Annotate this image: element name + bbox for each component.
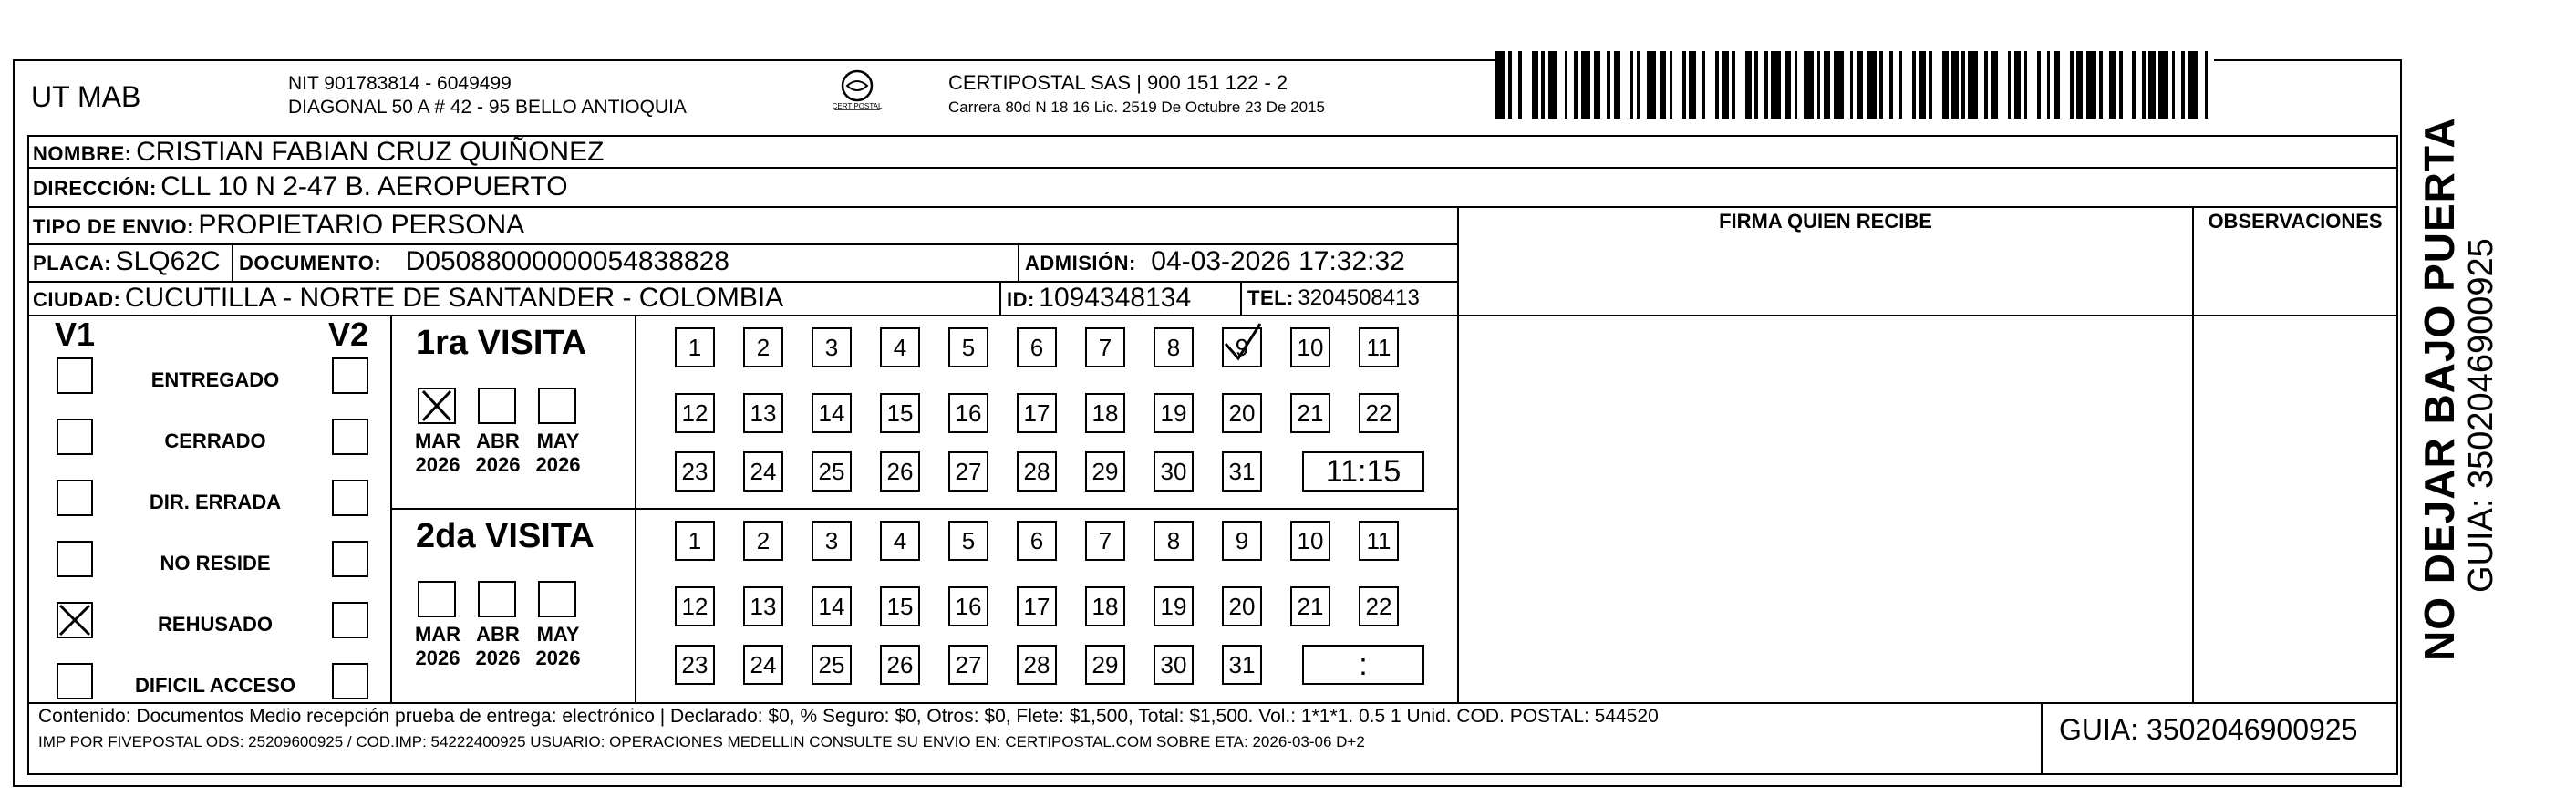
v2-header: V2 bbox=[328, 316, 369, 353]
day-number: 11 bbox=[1366, 526, 1391, 554]
barcode-space bbox=[1883, 51, 1889, 119]
barcode-space bbox=[2175, 51, 2181, 119]
day-box-4[interactable] bbox=[880, 521, 920, 561]
status-label: NO RESIDE bbox=[160, 552, 271, 574]
day-number: 13 bbox=[750, 398, 777, 427]
day-number: 12 bbox=[681, 398, 709, 427]
day-box-27[interactable] bbox=[948, 645, 988, 685]
barcode-space bbox=[2123, 51, 2133, 119]
barcode-space bbox=[1557, 51, 1564, 119]
barcode-space bbox=[2208, 51, 2214, 119]
company-address: DIAGONAL 50 A # 42 - 95 BELLO ANTIOQUIA bbox=[288, 97, 687, 118]
day-number: 12 bbox=[681, 592, 709, 620]
day-box-8[interactable] bbox=[1154, 327, 1194, 367]
day-number: 2 bbox=[756, 526, 771, 554]
barcode-space bbox=[1600, 51, 1607, 119]
barcode-bar bbox=[1824, 51, 1830, 119]
barcode-bar bbox=[1594, 51, 1600, 119]
day-number: 30 bbox=[1160, 457, 1187, 485]
day-number: 1 bbox=[688, 333, 702, 361]
day-number: 2 bbox=[756, 333, 771, 361]
day-box-3[interactable] bbox=[812, 521, 852, 561]
month-checkbox-abr[interactable] bbox=[478, 581, 516, 617]
barcode-bar bbox=[1532, 51, 1538, 119]
day-box-24[interactable] bbox=[743, 645, 783, 685]
day-box-26[interactable] bbox=[880, 645, 920, 685]
day-box-3[interactable] bbox=[812, 327, 852, 367]
day-number: 28 bbox=[1023, 650, 1050, 678]
barcode-space bbox=[1705, 51, 1715, 119]
placa-value: SLQ62C bbox=[115, 246, 221, 276]
barcode-bar bbox=[1745, 51, 1752, 119]
month-label: MAR bbox=[414, 430, 461, 452]
barcode-space bbox=[2060, 51, 2070, 119]
year-label: 2026 bbox=[535, 647, 581, 669]
day-box-20[interactable] bbox=[1222, 586, 1262, 626]
day-number: 4 bbox=[893, 526, 907, 554]
footer-guia: GUIA: 3502046900925 bbox=[2059, 713, 2358, 746]
barcode-space bbox=[2136, 51, 2142, 119]
day-box-24[interactable] bbox=[743, 451, 783, 492]
day-box-31[interactable] bbox=[1222, 451, 1262, 492]
footer-imp: IMP POR FIVEPOSTAL ODS: 25209600925 / COD.IMP: 54222400925 USUARIO: OPERACIONES MEDELLIN CONSULTE SU ENVIO EN: CERTIPOSTAL.COM SOBRE ETA: 2026-03-06 D+2 bbox=[38, 733, 1365, 750]
day-box-28[interactable] bbox=[1017, 645, 1057, 685]
barcode-bar bbox=[1867, 51, 1877, 119]
barcode-bar bbox=[1919, 51, 1925, 119]
month-year bbox=[471, 430, 525, 477]
side-guia: GUIA: 3502046900925 bbox=[2462, 238, 2500, 593]
day-box-18[interactable] bbox=[1085, 393, 1125, 433]
day-box-16[interactable] bbox=[948, 393, 988, 433]
ciudad-label: CIUDAD: bbox=[33, 288, 121, 311]
barcode-bar bbox=[1991, 51, 1998, 119]
month-label: ABR bbox=[476, 623, 520, 646]
barcode-bar bbox=[2148, 51, 2155, 119]
month-year bbox=[410, 430, 465, 477]
year-label: 2026 bbox=[535, 453, 581, 476]
barcode-space bbox=[1640, 51, 1646, 119]
day-number: 16 bbox=[955, 398, 982, 427]
day-box-20[interactable] bbox=[1222, 393, 1262, 433]
day-number: 3 bbox=[824, 526, 839, 554]
day-number: 22 bbox=[1365, 398, 1392, 427]
day-box-14[interactable] bbox=[812, 586, 852, 626]
day-number: 6 bbox=[1029, 333, 1044, 361]
v2-checkbox[interactable] bbox=[332, 480, 368, 516]
day-number: 26 bbox=[886, 457, 914, 485]
barcode-bar bbox=[2109, 51, 2116, 119]
day-number: 27 bbox=[955, 457, 982, 485]
month-checkbox-may[interactable] bbox=[538, 388, 576, 424]
day-box-15[interactable] bbox=[880, 393, 920, 433]
barcode-space bbox=[2103, 51, 2109, 119]
day-box-12[interactable] bbox=[675, 393, 715, 433]
v1-header: V1 bbox=[55, 316, 96, 353]
barcode-bar bbox=[1548, 51, 1558, 119]
day-box-4[interactable] bbox=[880, 327, 920, 367]
month-year bbox=[531, 623, 585, 670]
day-box-15[interactable] bbox=[880, 586, 920, 626]
barcode-bar bbox=[2188, 51, 2198, 119]
year-label: 2026 bbox=[475, 453, 521, 476]
check-mark-icon bbox=[1222, 322, 1262, 367]
day-box-14[interactable] bbox=[812, 393, 852, 433]
barcode-bar bbox=[2158, 51, 2168, 119]
day-number: 8 bbox=[1166, 333, 1181, 361]
day-box-23[interactable] bbox=[675, 645, 715, 685]
day-number: 17 bbox=[1023, 398, 1050, 427]
day-number: 9 bbox=[1235, 333, 1249, 361]
day-number: 11 bbox=[1366, 333, 1391, 361]
v1-checkbox-cerrado[interactable] bbox=[57, 419, 93, 455]
barcode-space bbox=[1735, 51, 1745, 119]
v1-checkbox-no-reside[interactable] bbox=[57, 541, 93, 577]
day-number: 8 bbox=[1166, 526, 1181, 554]
barcode-space bbox=[1522, 51, 1532, 119]
day-number: 25 bbox=[818, 457, 845, 485]
day-number: 15 bbox=[886, 592, 914, 620]
barcode-bar bbox=[2014, 51, 2021, 119]
barcode-space bbox=[2027, 51, 2037, 119]
day-box-5[interactable] bbox=[948, 521, 988, 561]
day-box-1[interactable] bbox=[675, 327, 715, 367]
day-box-21[interactable] bbox=[1290, 586, 1330, 626]
day-box-17[interactable] bbox=[1017, 586, 1057, 626]
barcode-bar bbox=[1771, 51, 1781, 119]
barcode bbox=[1495, 51, 2216, 119]
day-box-22[interactable] bbox=[1359, 586, 1399, 626]
time-field[interactable]: : bbox=[1302, 645, 1424, 685]
company-name: UT MAB bbox=[31, 80, 141, 113]
barcode-space bbox=[1620, 51, 1630, 119]
day-number: 7 bbox=[1098, 333, 1112, 361]
day-number: 23 bbox=[681, 457, 709, 485]
id-value: 1094348134 bbox=[1039, 283, 1192, 313]
placa-label: PLACA: bbox=[33, 252, 112, 274]
day-box-13[interactable] bbox=[743, 586, 783, 626]
day-number: 20 bbox=[1228, 398, 1256, 427]
barcode-space bbox=[1567, 51, 1574, 119]
carrier-license: Carrera 80d N 18 16 Lic. 2519 De Octubre 23 De 2015 bbox=[948, 98, 1325, 116]
direccion-label: DIRECCIÓN: bbox=[33, 177, 157, 200]
footer-contenido: Contenido: Documentos Medio recepción prueba de entrega: electrónico | Declarado: $0, % Seguro: $0, Otros: $0, Flete: $1,500, Total: $1,500. Vol.: 1*1*1. 0.5 1 Unid. COD. POSTAL: 544520 bbox=[38, 706, 1659, 727]
month-year bbox=[410, 623, 465, 670]
status-label: DIFICIL ACCESO bbox=[134, 674, 295, 697]
logo-text: CERTIPOSTAL bbox=[832, 102, 883, 110]
month-label: MAR bbox=[414, 623, 461, 646]
tel-value: 3204508413 bbox=[1298, 285, 1420, 310]
day-box-29[interactable] bbox=[1085, 451, 1125, 492]
v2-checkbox[interactable] bbox=[332, 357, 368, 394]
year-label: 2026 bbox=[415, 453, 460, 476]
day-box-8[interactable] bbox=[1154, 521, 1194, 561]
year-label: 2026 bbox=[415, 647, 460, 669]
barcode-bar bbox=[1495, 51, 1505, 119]
day-number: 16 bbox=[955, 592, 982, 620]
day-box-10[interactable] bbox=[1290, 521, 1330, 561]
v1-checkbox-dificil-acceso[interactable] bbox=[57, 663, 93, 699]
no-dejar-warning: NO DEJAR BAJO PUERTA bbox=[2416, 117, 2463, 661]
day-box-1[interactable] bbox=[675, 521, 715, 561]
day-box-25[interactable] bbox=[812, 645, 852, 685]
day-number: 31 bbox=[1228, 650, 1256, 678]
barcode-bar bbox=[1689, 51, 1695, 119]
day-box-16[interactable] bbox=[948, 586, 988, 626]
barcode-bar bbox=[2054, 51, 2060, 119]
barcode-bar bbox=[1968, 51, 1978, 119]
barcode-bar bbox=[1942, 51, 1949, 119]
status-label: DIR. ERRADA bbox=[149, 491, 282, 513]
status-label: REHUSADO bbox=[158, 613, 273, 636]
day-box-21[interactable] bbox=[1290, 393, 1330, 433]
barcode-bar bbox=[1804, 51, 1814, 119]
month-year bbox=[531, 430, 585, 477]
day-box-12[interactable] bbox=[675, 586, 715, 626]
barcode-bar bbox=[1614, 51, 1620, 119]
day-box-2[interactable] bbox=[743, 327, 783, 367]
day-number: 19 bbox=[1160, 398, 1187, 427]
day-box-18[interactable] bbox=[1085, 586, 1125, 626]
direccion-value: CLL 10 N 2-47 B. AEROPUERTO bbox=[160, 171, 568, 202]
month-checkbox-abr[interactable] bbox=[478, 388, 516, 424]
day-number: 14 bbox=[818, 592, 845, 620]
day-box-31[interactable] bbox=[1222, 645, 1262, 685]
day-box-9[interactable] bbox=[1222, 521, 1262, 561]
barcode-space bbox=[1844, 51, 1850, 119]
day-number: 5 bbox=[961, 526, 976, 554]
day-number: 26 bbox=[886, 650, 914, 678]
day-number: 7 bbox=[1098, 526, 1112, 554]
tipo-envio-value: PROPIETARIO PERSONA bbox=[198, 210, 525, 240]
year-label: 2026 bbox=[475, 647, 521, 669]
day-box-19[interactable] bbox=[1154, 393, 1194, 433]
day-number: 21 bbox=[1297, 398, 1324, 427]
barcode-space bbox=[1902, 51, 1912, 119]
barcode-space bbox=[1672, 51, 1682, 119]
documento-value: D05088000000054838828 bbox=[405, 246, 729, 276]
day-number: 4 bbox=[893, 333, 907, 361]
day-box-25[interactable] bbox=[812, 451, 852, 492]
v2-checkbox[interactable] bbox=[332, 602, 368, 638]
day-number: 13 bbox=[750, 592, 777, 620]
v1-checkbox-entregado[interactable] bbox=[57, 357, 93, 394]
nombre-label: NOMBRE: bbox=[33, 142, 132, 165]
month-label: ABR bbox=[476, 430, 520, 452]
nombre-value: CRISTIAN FABIAN CRUZ QUIÑONEZ bbox=[136, 137, 605, 167]
v1-checkbox-rehusado[interactable] bbox=[57, 602, 93, 638]
day-number: 10 bbox=[1297, 526, 1324, 554]
status-label: ENTREGADO bbox=[150, 368, 280, 391]
day-box-29[interactable] bbox=[1085, 645, 1125, 685]
firma-header: FIRMA QUIEN RECIBE bbox=[1719, 210, 1932, 233]
barcode-space bbox=[1998, 51, 2008, 119]
day-number: 9 bbox=[1235, 526, 1249, 554]
barcode-bar bbox=[2076, 51, 2083, 119]
barcode-bar bbox=[1834, 51, 1844, 119]
day-box-19[interactable] bbox=[1154, 586, 1194, 626]
month-checkbox-may[interactable] bbox=[538, 581, 576, 617]
barcode-space bbox=[1893, 51, 1899, 119]
month-label: MAY bbox=[536, 623, 580, 646]
barcode-space bbox=[1758, 51, 1764, 119]
tipo-envio-label: TIPO DE ENVIO: bbox=[33, 215, 194, 238]
barcode-bar bbox=[1951, 51, 1958, 119]
carrier-name: CERTIPOSTAL SAS | 900 151 122 - 2 bbox=[948, 71, 1288, 94]
day-number: 19 bbox=[1160, 592, 1187, 620]
day-box-6[interactable] bbox=[1017, 327, 1057, 367]
day-box-9[interactable] bbox=[1222, 327, 1262, 367]
certipostal-logo bbox=[825, 66, 889, 120]
day-number: 30 bbox=[1160, 650, 1187, 678]
day-box-23[interactable] bbox=[675, 451, 715, 492]
x-mark-icon bbox=[419, 389, 454, 422]
barcode-space bbox=[1932, 51, 1942, 119]
day-number: 14 bbox=[818, 398, 845, 427]
day-box-10[interactable] bbox=[1290, 327, 1330, 367]
day-box-30[interactable] bbox=[1154, 645, 1194, 685]
barcode-space bbox=[2041, 51, 2047, 119]
documento-label: DOCUMENTO: bbox=[239, 252, 382, 274]
day-number: 17 bbox=[1023, 592, 1050, 620]
ciudad-value: CUCUTILLA - NORTE DE SANTANDER - COLOMBIA bbox=[124, 283, 784, 313]
barcode-bar bbox=[1647, 51, 1657, 119]
barcode-space bbox=[1978, 51, 1984, 119]
day-number: 24 bbox=[750, 457, 777, 485]
visit-title: 1ra VISITA bbox=[416, 324, 587, 362]
day-number: 20 bbox=[1228, 592, 1256, 620]
day-number: 5 bbox=[961, 333, 976, 361]
day-box-2[interactable] bbox=[743, 521, 783, 561]
barcode-space bbox=[2198, 51, 2204, 119]
day-box-13[interactable] bbox=[743, 393, 783, 433]
barcode-bar bbox=[1660, 51, 1666, 119]
v1-checkbox-dir-errada[interactable] bbox=[57, 480, 93, 516]
day-box-6[interactable] bbox=[1017, 521, 1057, 561]
barcode-space bbox=[1797, 51, 1804, 119]
day-number: 6 bbox=[1029, 526, 1044, 554]
observaciones-header: OBSERVACIONES bbox=[2208, 210, 2383, 233]
admision-label: ADMISIÓN: bbox=[1025, 252, 1136, 274]
day-box-28[interactable] bbox=[1017, 451, 1057, 492]
day-number: 22 bbox=[1365, 592, 1392, 620]
v2-checkbox[interactable] bbox=[332, 419, 368, 455]
barcode-space bbox=[1512, 51, 1518, 119]
month-checkbox-mar[interactable] bbox=[418, 388, 456, 424]
day-box-11[interactable] bbox=[1359, 327, 1399, 367]
status-label: CERRADO bbox=[164, 430, 266, 452]
barcode-bar bbox=[2086, 51, 2096, 119]
day-box-30[interactable] bbox=[1154, 451, 1194, 492]
day-number: 24 bbox=[750, 650, 777, 678]
day-box-17[interactable] bbox=[1017, 393, 1057, 433]
day-box-27[interactable] bbox=[948, 451, 988, 492]
company-nit: NIT 901783814 - 6049499 bbox=[288, 73, 512, 94]
id-label: ID: bbox=[1007, 288, 1035, 311]
day-number: 3 bbox=[824, 333, 839, 361]
day-number: 29 bbox=[1091, 457, 1119, 485]
day-number: 15 bbox=[886, 398, 914, 427]
day-box-11[interactable] bbox=[1359, 521, 1399, 561]
barcode-space bbox=[1696, 51, 1702, 119]
day-box-22[interactable] bbox=[1359, 393, 1399, 433]
day-number: 1 bbox=[688, 526, 702, 554]
v2-checkbox[interactable] bbox=[332, 541, 368, 577]
day-number: 31 bbox=[1228, 457, 1256, 485]
day-box-7[interactable] bbox=[1085, 327, 1125, 367]
day-box-26[interactable] bbox=[880, 451, 920, 492]
tel-label: TEL: bbox=[1247, 286, 1294, 309]
day-box-5[interactable] bbox=[948, 327, 988, 367]
day-number: 25 bbox=[818, 650, 845, 678]
day-box-7[interactable] bbox=[1085, 521, 1125, 561]
day-number: 29 bbox=[1091, 650, 1119, 678]
day-number: 21 bbox=[1297, 592, 1324, 620]
time-field[interactable]: 11:15 bbox=[1302, 451, 1424, 492]
month-label: MAY bbox=[536, 430, 580, 452]
day-number: 10 bbox=[1297, 333, 1324, 361]
day-number: 23 bbox=[681, 650, 709, 678]
day-number: 27 bbox=[955, 650, 982, 678]
visit-title: 2da VISITA bbox=[416, 517, 595, 555]
barcode-bar bbox=[1722, 51, 1728, 119]
barcode-bar bbox=[1581, 51, 1591, 119]
day-number: 18 bbox=[1091, 592, 1119, 620]
day-number: 28 bbox=[1023, 457, 1050, 485]
x-mark-icon bbox=[58, 604, 91, 637]
month-year bbox=[471, 623, 525, 670]
barcode-bar bbox=[1857, 51, 1863, 119]
admision-value: 04-03-2026 17:32:32 bbox=[1151, 246, 1405, 276]
month-checkbox-mar[interactable] bbox=[418, 581, 456, 617]
day-number: 18 bbox=[1091, 398, 1119, 427]
barcode-bar bbox=[1785, 51, 1791, 119]
v2-checkbox[interactable] bbox=[332, 663, 368, 699]
